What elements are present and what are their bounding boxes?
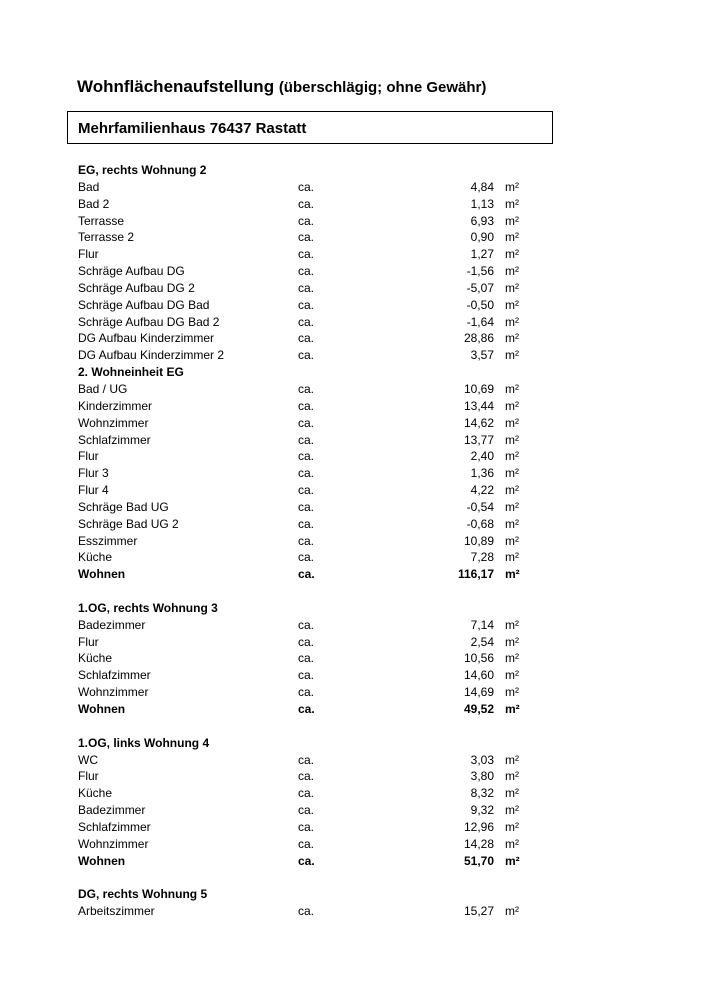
room-name: 2. Wohneinheit EG [78, 365, 184, 380]
table-row [0, 297, 707, 314]
table-row [0, 263, 707, 280]
room-name: Arbeitszimmer [78, 904, 155, 919]
area-unit: m² [505, 415, 519, 430]
room-name: DG, rechts Wohnung 5 [78, 887, 208, 902]
room-name: Terrasse 2 [78, 230, 135, 245]
room-name: Schräge Bad UG 2 [78, 516, 179, 531]
area-value: 10,89 [463, 533, 494, 548]
area-value: 15,27 [463, 904, 494, 919]
approx-label: ca. [298, 567, 315, 582]
area-value: 9,32 [470, 803, 494, 818]
table-row [0, 465, 707, 482]
area-unit: m² [505, 466, 519, 481]
room-name: Wohnzimmer [78, 685, 149, 700]
table-row [0, 246, 707, 263]
area-unit: m² [505, 264, 519, 279]
table-row [0, 280, 707, 297]
approx-label: ca. [298, 398, 315, 413]
table-row [0, 903, 707, 920]
table-row [0, 398, 707, 415]
area-value: 14,69 [463, 685, 494, 700]
area-value: 8,32 [470, 786, 494, 801]
area-value: 10,56 [463, 651, 494, 666]
table-row [0, 179, 707, 196]
table-row [0, 516, 707, 533]
room-name: Küche [78, 651, 113, 666]
room-name: Kinderzimmer [78, 398, 153, 413]
area-unit: m² [505, 567, 520, 582]
area-unit: m² [505, 348, 519, 363]
area-unit: m² [505, 853, 520, 868]
area-unit: m² [505, 483, 519, 498]
room-name: Bad / UG [78, 381, 128, 396]
room-name: Flur 4 [78, 483, 109, 498]
area-value: 0,90 [470, 230, 494, 245]
table-row [0, 752, 707, 769]
table-row [0, 617, 707, 634]
area-value: -1,56 [466, 264, 494, 279]
spacer [0, 718, 707, 735]
area-unit: m² [505, 836, 519, 851]
section-header [0, 735, 707, 752]
approx-label: ca. [298, 297, 315, 312]
room-name: Wohnzimmer [78, 836, 149, 851]
room-name: Bad 2 [78, 196, 110, 211]
area-value: 116,17 [457, 567, 494, 582]
area-unit: m² [505, 702, 520, 716]
table-row [0, 482, 707, 499]
room-name: Küche [78, 550, 113, 565]
area-unit: m² [505, 314, 519, 329]
area-unit: m² [505, 516, 519, 531]
area-value: -0,68 [466, 516, 494, 531]
approx-label: ca. [298, 803, 315, 818]
room-name: Wohnen [78, 702, 126, 716]
table-row [0, 314, 707, 331]
table-row [0, 785, 707, 802]
approx-label: ca. [298, 702, 315, 716]
area-unit: m² [505, 179, 519, 194]
area-unit: m² [505, 634, 519, 649]
area-unit: m² [505, 803, 519, 818]
approx-label: ca. [298, 769, 315, 784]
area-value: 3,57 [470, 348, 494, 363]
area-unit: m² [505, 247, 519, 262]
approx-label: ca. [298, 499, 315, 514]
area-value: 2,40 [470, 449, 494, 464]
area-unit: m² [505, 668, 519, 683]
area-unit: m² [505, 651, 519, 666]
table-row [0, 347, 707, 364]
total-row [0, 853, 707, 870]
page-title [77, 77, 486, 97]
room-name: Schräge Aufbau DG 2 [78, 280, 195, 295]
area-value: 2,54 [470, 634, 494, 649]
table-row [0, 196, 707, 213]
room-name: 1.OG, links Wohnung 4 [78, 735, 210, 750]
area-value: 7,28 [470, 550, 494, 565]
approx-label: ca. [298, 449, 315, 464]
area-unit: m² [505, 432, 519, 447]
section-header [0, 162, 707, 179]
approx-label: ca. [298, 904, 315, 919]
room-name: Esszimmer [78, 533, 138, 548]
approx-label: ca. [298, 617, 315, 632]
area-value: 14,60 [463, 668, 494, 683]
area-unit: m² [505, 533, 519, 548]
room-name: Flur [78, 634, 99, 649]
area-value: -0,54 [466, 499, 494, 514]
approx-label: ca. [298, 651, 315, 666]
room-name: Flur [78, 769, 99, 784]
section-header [0, 886, 707, 903]
room-name: EG, rechts Wohnung 2 [78, 163, 207, 177]
room-name: Schräge Aufbau DG Bad 2 [78, 314, 220, 329]
approx-label: ca. [298, 280, 315, 295]
approx-label: ca. [298, 348, 315, 363]
spacer [0, 869, 707, 886]
table-row [0, 549, 707, 566]
table-row [0, 836, 707, 853]
title-note: (überschlägig; ohne Gewähr) [278, 79, 487, 96]
area-unit: m² [505, 769, 519, 784]
approx-label: ca. [298, 264, 315, 279]
room-name: Küche [78, 786, 113, 801]
area-unit: m² [505, 786, 519, 801]
approx-label: ca. [298, 634, 315, 649]
area-unit: m² [505, 297, 519, 312]
area-value: -0,50 [466, 297, 494, 312]
area-value: 28,86 [463, 331, 494, 346]
area-value: 7,14 [470, 617, 494, 632]
area-unit: m² [505, 381, 519, 396]
spacer [0, 583, 707, 600]
table-row [0, 499, 707, 516]
area-unit: m² [505, 398, 519, 413]
room-name: Flur [78, 247, 99, 262]
room-name: Schräge Aufbau DG [78, 264, 185, 279]
table-row [0, 448, 707, 465]
area-value: 1,27 [470, 247, 494, 262]
area-unit: m² [505, 550, 519, 565]
approx-label: ca. [298, 179, 315, 194]
approx-label: ca. [298, 516, 315, 531]
area-value: 14,28 [463, 836, 494, 851]
building-name: Mehrfamilienhaus 76437 Rastatt [78, 120, 307, 137]
approx-label: ca. [298, 819, 315, 834]
room-name: WC [78, 752, 98, 767]
approx-label: ca. [298, 331, 315, 346]
table-row [0, 381, 707, 398]
room-name: Wohnen [78, 853, 126, 868]
area-unit: m² [505, 213, 519, 228]
area-unit: m² [505, 904, 519, 919]
area-unit: m² [505, 230, 519, 245]
approx-label: ca. [298, 853, 315, 868]
area-unit: m² [505, 499, 519, 514]
room-name: Flur 3 [78, 466, 109, 481]
area-unit: m² [505, 280, 519, 295]
approx-label: ca. [298, 685, 315, 700]
table-row [0, 802, 707, 819]
total-row [0, 701, 707, 718]
approx-label: ca. [298, 550, 315, 565]
table-row [0, 768, 707, 785]
room-name: Wohnen [78, 567, 126, 582]
approx-label: ca. [298, 213, 315, 228]
area-unit: m² [505, 819, 519, 834]
room-name: Schlafzimmer [78, 668, 151, 683]
room-name: Schlafzimmer [78, 432, 151, 447]
area-value: 1,36 [470, 466, 494, 481]
area-value: 51,70 [463, 853, 494, 868]
area-value: 13,77 [463, 432, 494, 447]
room-name: Schräge Aufbau DG Bad [78, 297, 210, 312]
room-name: DG Aufbau Kinderzimmer 2 [78, 348, 225, 363]
table-row [0, 684, 707, 701]
approx-label: ca. [298, 432, 315, 447]
approx-label: ca. [298, 466, 315, 481]
table-row [0, 330, 707, 347]
room-name: Flur [78, 449, 99, 464]
approx-label: ca. [298, 381, 315, 396]
table-row [0, 650, 707, 667]
room-name: Badezimmer [78, 803, 146, 818]
room-name: Schräge Bad UG [78, 499, 169, 514]
room-name: Terrasse [78, 213, 125, 228]
section-header [0, 600, 707, 617]
area-value: 12,96 [463, 819, 494, 834]
approx-label: ca. [298, 230, 315, 245]
area-unit: m² [505, 685, 519, 700]
area-value: 14,62 [463, 415, 494, 430]
section-header [0, 364, 707, 381]
area-value: -1,64 [466, 314, 494, 329]
approx-label: ca. [298, 483, 315, 498]
area-unit: m² [505, 331, 519, 346]
approx-label: ca. [298, 752, 315, 767]
approx-label: ca. [298, 314, 315, 329]
table-row [0, 415, 707, 432]
table-row [0, 533, 707, 550]
room-name: Bad [78, 179, 100, 194]
area-unit: m² [505, 196, 519, 211]
area-value: 4,22 [470, 483, 494, 498]
total-row [0, 566, 707, 583]
approx-label: ca. [298, 668, 315, 683]
area-value: 3,80 [470, 769, 494, 784]
area-value: 10,69 [463, 381, 494, 396]
table-row [0, 634, 707, 651]
approx-label: ca. [298, 836, 315, 851]
table-row [0, 229, 707, 246]
approx-label: ca. [298, 247, 315, 262]
area-value: 49,52 [463, 702, 494, 716]
area-value: -5,07 [466, 280, 494, 295]
area-unit: m² [505, 752, 519, 767]
area-value: 6,93 [470, 213, 494, 228]
room-name: Badezimmer [78, 617, 146, 632]
table-row [0, 213, 707, 230]
approx-label: ca. [298, 415, 315, 430]
area-table [0, 162, 707, 920]
area-unit: m² [505, 449, 519, 464]
approx-label: ca. [298, 196, 315, 211]
table-row [0, 432, 707, 449]
room-name: Wohnzimmer [78, 415, 149, 430]
approx-label: ca. [298, 786, 315, 801]
area-unit: m² [505, 617, 519, 632]
table-row [0, 667, 707, 684]
area-value: 13,44 [463, 398, 494, 413]
room-name: DG Aufbau Kinderzimmer [78, 331, 215, 346]
building-box [67, 111, 553, 144]
room-name: Schlafzimmer [78, 819, 151, 834]
table-row [0, 819, 707, 836]
area-value: 4,84 [470, 179, 494, 194]
area-value: 3,03 [470, 752, 494, 767]
room-name: 1.OG, rechts Wohnung 3 [78, 600, 218, 615]
area-value: 1,13 [470, 196, 494, 211]
approx-label: ca. [298, 533, 315, 548]
title-main: Wohnflächenaufstellung [77, 77, 275, 96]
